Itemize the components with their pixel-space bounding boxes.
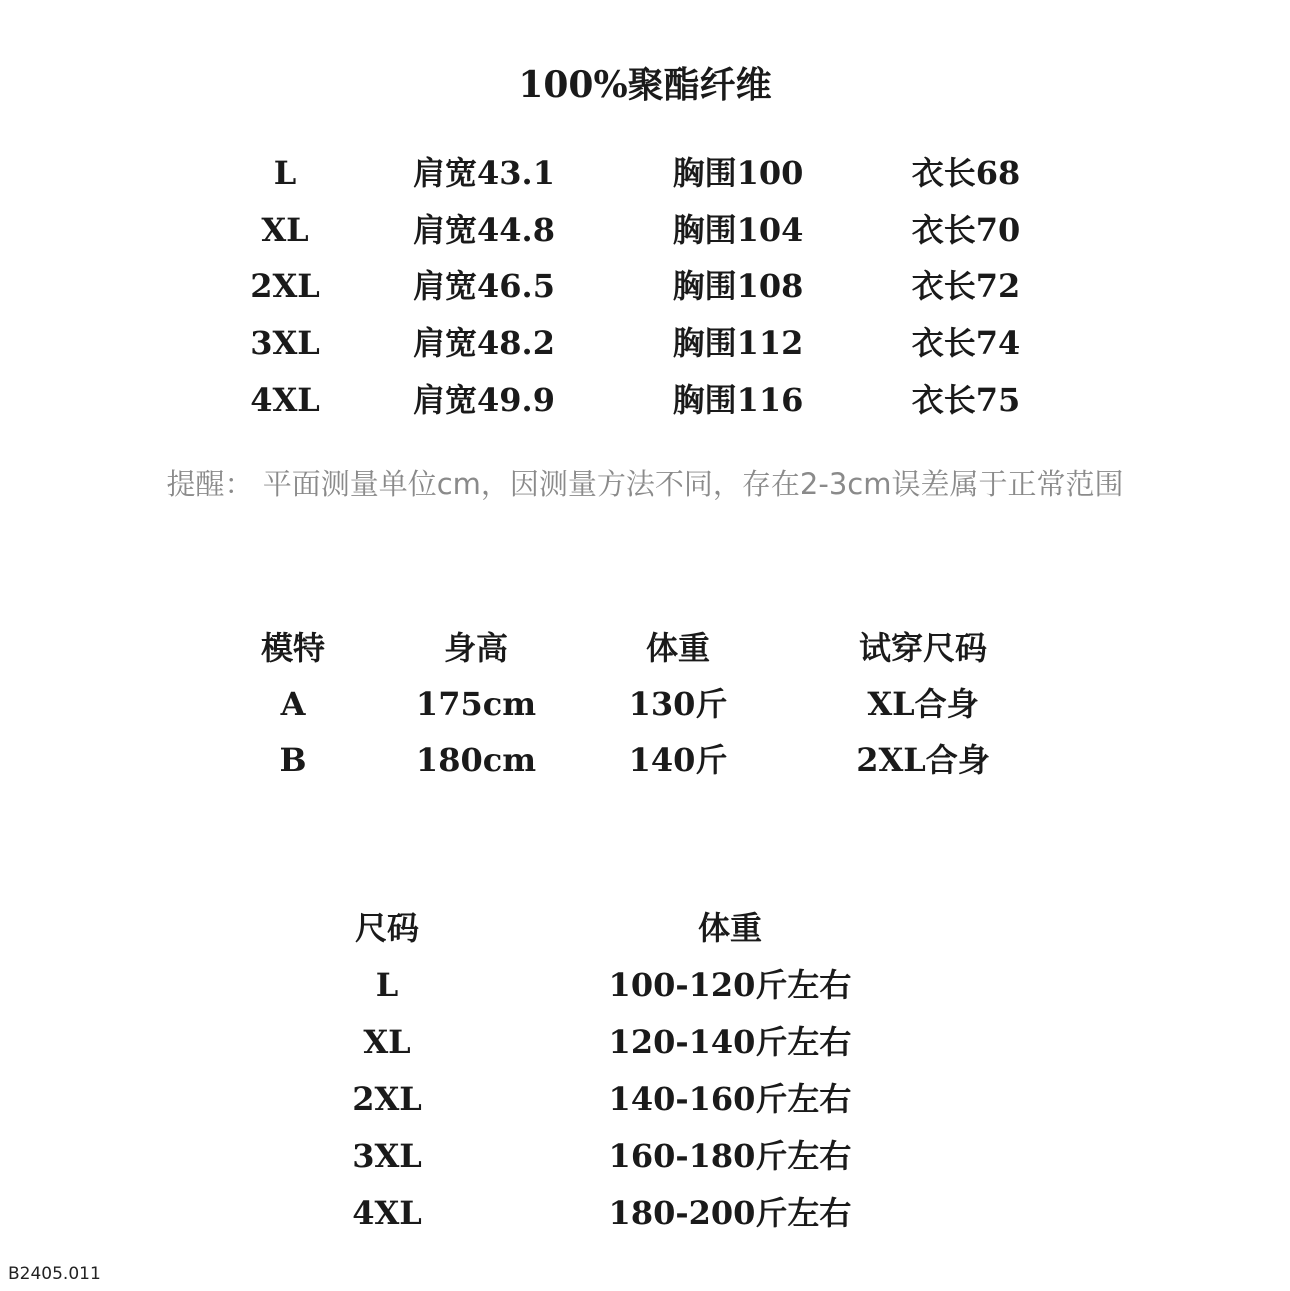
size-label: L bbox=[375, 966, 399, 1004]
garment-length: 衣长75 bbox=[911, 381, 1021, 419]
weight-range: 180-200斤左右 bbox=[608, 1194, 852, 1232]
size-label: 2XL bbox=[250, 267, 320, 305]
model-fit-size: 2XL合身 bbox=[856, 741, 990, 779]
page-title: 100%聚酯纤维 bbox=[518, 64, 772, 106]
header-weight: 体重 bbox=[697, 909, 762, 947]
model-height: 180cm bbox=[415, 741, 537, 779]
garment-length: 衣长68 bbox=[911, 154, 1021, 192]
size-label: XL bbox=[363, 1023, 411, 1061]
model-height: 175cm bbox=[415, 685, 537, 723]
header-height: 身高 bbox=[443, 629, 508, 667]
shoulder-width: 肩宽46.5 bbox=[413, 267, 555, 305]
size-label: 3XL bbox=[352, 1137, 422, 1175]
shoulder-width: 肩宽48.2 bbox=[413, 324, 555, 362]
model-name: A bbox=[280, 685, 306, 723]
header-weight: 体重 bbox=[645, 629, 710, 667]
shoulder-width: 肩宽43.1 bbox=[413, 154, 555, 192]
weight-range: 160-180斤左右 bbox=[608, 1137, 852, 1175]
model-weight: 140斤 bbox=[628, 741, 728, 779]
weight-range: 120-140斤左右 bbox=[608, 1023, 852, 1061]
header-model: 模特 bbox=[260, 629, 325, 667]
weight-range: 100-120斤左右 bbox=[608, 966, 852, 1004]
model-weight: 130斤 bbox=[628, 685, 728, 723]
measurement-note: 提醒： 平面测量单位cm，因测量方法不同，存在2-3cm误差属于正常范围 bbox=[166, 467, 1124, 501]
product-code: B2405.011 bbox=[8, 1264, 101, 1284]
shoulder-width: 肩宽44.8 bbox=[413, 211, 555, 249]
chest-circumference: 胸围104 bbox=[672, 211, 804, 249]
size-label: 3XL bbox=[250, 324, 320, 362]
shoulder-width: 肩宽49.9 bbox=[413, 381, 555, 419]
size-label: XL bbox=[261, 211, 309, 249]
size-label: 2XL bbox=[352, 1080, 422, 1118]
size-label: 4XL bbox=[352, 1194, 422, 1232]
garment-length: 衣长74 bbox=[911, 324, 1021, 362]
size-label: L bbox=[273, 154, 297, 192]
header-fit-size: 试穿尺码 bbox=[858, 629, 987, 667]
model-fit-size: XL合身 bbox=[867, 685, 979, 723]
chest-circumference: 胸围108 bbox=[672, 267, 804, 305]
model-name: B bbox=[279, 741, 307, 779]
chest-circumference: 胸围100 bbox=[672, 154, 804, 192]
size-label: 4XL bbox=[250, 381, 320, 419]
header-size: 尺码 bbox=[354, 909, 419, 947]
garment-length: 衣长70 bbox=[911, 211, 1021, 249]
chest-circumference: 胸围116 bbox=[672, 381, 804, 419]
chest-circumference: 胸围112 bbox=[672, 324, 804, 362]
garment-length: 衣长72 bbox=[911, 267, 1021, 305]
weight-range: 140-160斤左右 bbox=[608, 1080, 852, 1118]
